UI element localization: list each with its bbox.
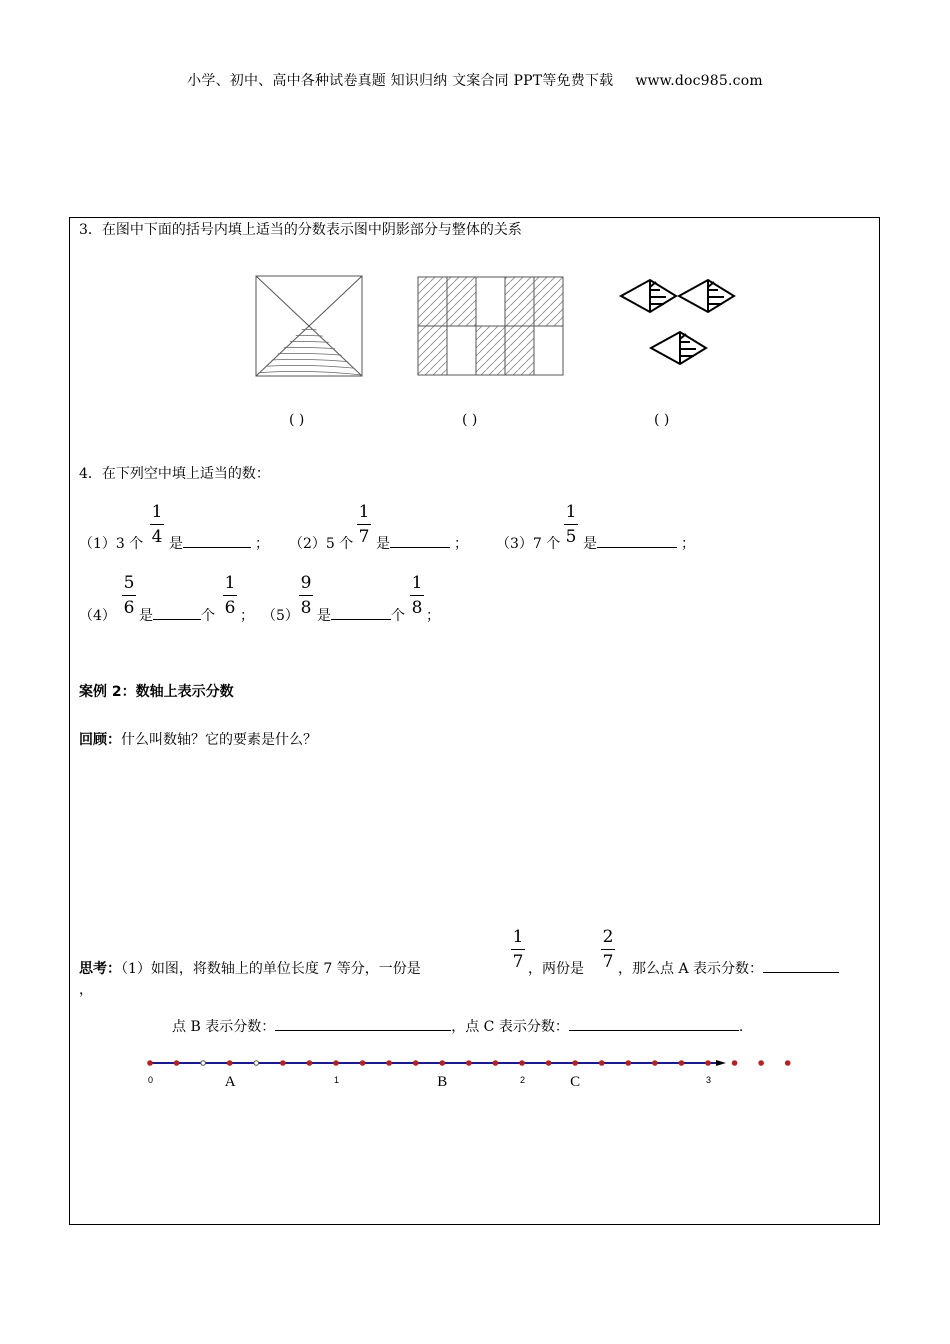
number-line-point-label-b: B — [437, 1074, 448, 1090]
review-text: 什么叫数轴？它的要素是什么？ — [121, 732, 317, 748]
fraction-numerator: 1 — [512, 927, 524, 947]
header-site: www.doc985.com — [635, 73, 763, 89]
think-text1: （1）如图，将数轴上的单位长度 7 等分，一份是 — [121, 961, 421, 977]
q4-item4-fraction — [121, 574, 137, 617]
number-line-tick-label: 2 — [520, 1075, 526, 1085]
q4-item1-suffix: 是 — [169, 536, 183, 552]
fraction-denominator: 8 — [411, 598, 423, 618]
number-line-point — [653, 1061, 658, 1066]
number-line-tick-label: 1 — [334, 1075, 340, 1085]
q4-item3-suffix: 是 — [583, 536, 597, 552]
number-line-point — [307, 1061, 312, 1066]
q4-item5-fraction2 — [409, 574, 425, 617]
q4-item3-prefix: （3）7 个 — [496, 536, 561, 552]
q4-item4-blank[interactable] — [153, 605, 201, 620]
think-line2a: 点 B 表示分数： — [172, 1019, 276, 1035]
number-line-tick-label: 0 — [148, 1075, 154, 1085]
number-line-point — [599, 1061, 604, 1066]
think-text2: ，两份是 — [528, 961, 584, 977]
number-line-point — [626, 1061, 631, 1066]
q4-item1-end: ； — [255, 536, 269, 552]
q4-item3-fraction — [563, 503, 579, 546]
q4-item4-ge: 个 — [201, 608, 215, 624]
fraction-bar — [601, 949, 615, 950]
fraction-numerator: 1 — [358, 502, 370, 522]
number-line-point — [281, 1061, 286, 1066]
page-header — [0, 70, 950, 90]
q4-title: 4．在下列空中填上适当的数： — [79, 466, 270, 482]
point-b-blank[interactable] — [275, 1016, 451, 1031]
number-line-point — [334, 1061, 339, 1066]
q4-item4-answer — [139, 605, 215, 625]
q4-item2-blank[interactable] — [390, 533, 450, 548]
q4-item2-end: ； — [454, 536, 468, 552]
number-line-point-label-a: A — [224, 1074, 236, 1090]
figure-square-triangle — [250, 270, 370, 382]
number-line-point — [785, 1061, 790, 1066]
q4-item1-fraction — [149, 503, 165, 546]
fraction-denominator: 6 — [224, 598, 236, 618]
number-line-point — [413, 1061, 418, 1066]
think-line2b: ，点 C 表示分数： — [451, 1019, 569, 1035]
fraction-numerator: 1 — [151, 502, 163, 522]
number-line-point — [732, 1061, 737, 1066]
think-text3-wrap — [618, 958, 839, 978]
number-line-arrow — [716, 1060, 726, 1066]
fraction-numerator: 1 — [411, 573, 423, 593]
q4-item3-answer — [583, 533, 695, 553]
think-line2end: . — [738, 1019, 744, 1035]
q3-answer-paren-1[interactable]: ( ) — [289, 412, 305, 428]
fraction-bar — [299, 595, 313, 596]
q4-item2-answer — [376, 533, 468, 553]
think-line1 — [79, 958, 421, 978]
figure-rectangle-grid — [414, 274, 566, 380]
think-comma: ， — [79, 982, 93, 998]
number-line-tick-label: 3 — [706, 1075, 712, 1085]
think-fraction-2-7 — [600, 928, 616, 971]
fraction-bar — [564, 524, 578, 525]
header-text: 小学、初中、高中各种试卷真题 知识归纳 文案合同 PPT等免费下载 — [187, 73, 614, 89]
q4-item4-prefix: （4） — [79, 608, 116, 624]
q4-item5-fraction — [298, 574, 314, 617]
number-line-point — [467, 1061, 472, 1066]
fraction-bar — [223, 595, 237, 596]
q3-answer-paren-3[interactable]: ( ) — [654, 412, 670, 428]
number-line-point — [201, 1061, 206, 1066]
number-line-point — [706, 1061, 711, 1066]
fraction-bar — [357, 524, 371, 525]
number-line-point — [759, 1061, 764, 1066]
q4-item4-end: ； — [240, 608, 254, 624]
think-line2 — [172, 1016, 743, 1036]
number-line-point — [254, 1061, 259, 1066]
q4-item2-fraction — [356, 503, 372, 546]
fraction-numerator: 9 — [300, 573, 312, 593]
number-line-point — [546, 1061, 551, 1066]
review-label: 回顾： — [79, 732, 121, 748]
number-line-point — [227, 1061, 232, 1066]
fraction-numerator: 1 — [224, 573, 236, 593]
point-a-blank[interactable] — [763, 958, 839, 973]
fraction-denominator: 7 — [358, 527, 370, 547]
q4-item5-prefix: （5） — [262, 608, 299, 624]
q3-answer-paren-2[interactable]: ( ) — [462, 412, 478, 428]
fraction-numerator: 5 — [123, 573, 135, 593]
q4-item2-prefix: （2）5 个 — [289, 536, 354, 552]
fraction-bar — [122, 595, 136, 596]
fraction-denominator: 4 — [151, 527, 163, 547]
q4-item5-mid: 是 — [317, 608, 331, 624]
fraction-denominator: 6 — [123, 598, 135, 618]
number-line-point — [387, 1061, 392, 1066]
number-line-point — [679, 1061, 684, 1066]
point-c-blank[interactable] — [569, 1016, 739, 1031]
q4-item3-blank[interactable] — [597, 533, 677, 548]
fraction-bar — [511, 949, 525, 950]
fraction-numerator: 1 — [565, 502, 577, 522]
number-line-point — [520, 1061, 525, 1066]
q4-item3-end: ； — [681, 536, 695, 552]
think-text3: ，那么点 A 表示分数： — [618, 961, 764, 977]
q4-item5-blank[interactable] — [331, 605, 391, 620]
q4-item5-end: ； — [426, 608, 440, 624]
q4-item5-ge: 个 — [391, 608, 405, 624]
number-line-point — [440, 1061, 445, 1066]
case2-title: 案例 2：数轴上表示分数 — [79, 684, 234, 700]
number-line-point — [360, 1061, 365, 1066]
number-line — [140, 1050, 810, 1096]
number-line-point — [493, 1061, 498, 1066]
think-label: 思考： — [79, 961, 121, 977]
fraction-denominator: 5 — [565, 527, 577, 547]
figure-diamonds — [616, 276, 741, 368]
q4-item4-mid: 是 — [139, 608, 153, 624]
number-line-point-label-c: C — [570, 1074, 581, 1090]
q3-title: 3．在图中下面的括号内填上适当的分数表示图中阴影部分与整体的关系 — [79, 222, 522, 238]
fraction-bar — [150, 524, 164, 525]
think-fraction-1-7 — [510, 928, 526, 971]
fraction-denominator: 7 — [602, 952, 614, 972]
q4-item1-prefix: （1）3 个 — [79, 536, 144, 552]
q4-item1-blank[interactable] — [183, 533, 251, 548]
q4-item2-suffix: 是 — [376, 536, 390, 552]
number-line-point — [148, 1061, 153, 1066]
case2-review — [79, 729, 317, 749]
q4-item5-answer — [317, 605, 405, 625]
fraction-numerator: 2 — [602, 927, 614, 947]
number-line-point — [174, 1061, 179, 1066]
fraction-denominator: 8 — [300, 598, 312, 618]
fraction-denominator: 7 — [512, 952, 524, 972]
q4-item4-fraction2 — [222, 574, 238, 617]
q4-item1-answer — [169, 533, 269, 553]
fraction-bar — [410, 595, 424, 596]
number-line-point — [573, 1061, 578, 1066]
